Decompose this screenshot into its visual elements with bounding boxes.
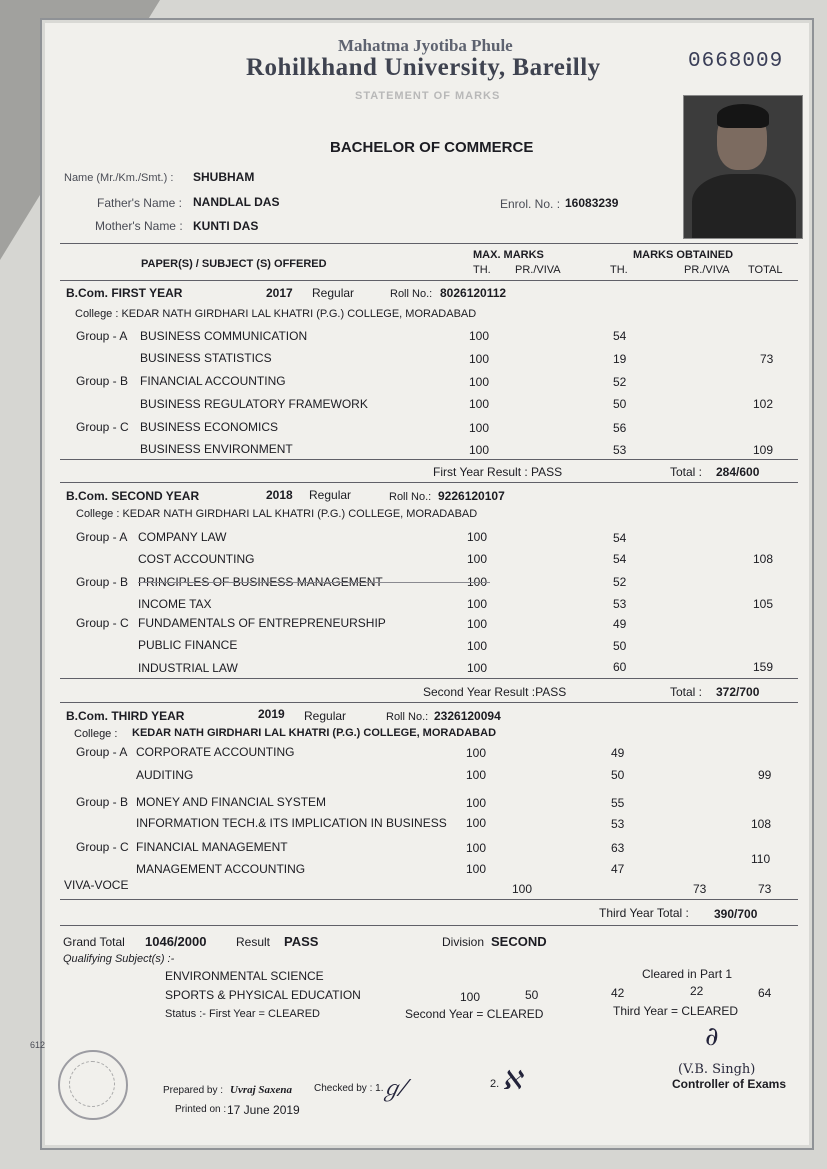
max-th-header: TH.	[473, 264, 491, 276]
mother-name: KUNTI DAS	[193, 219, 259, 233]
enrol-number: 16083239	[565, 196, 619, 210]
year2-group-c: Group - C	[76, 616, 129, 630]
controller-sig-name: (V.B. Singh)	[678, 1062, 756, 1077]
year3-max-3: 100	[466, 796, 487, 810]
year2-subject-4: INCOME TAX	[138, 597, 212, 611]
status-first-year: Status :- First Year = CLEARED	[165, 1008, 320, 1020]
year3-max-1: 100	[466, 746, 487, 760]
year1-max-5: 100	[469, 421, 490, 435]
year2-total-7: 159	[753, 660, 774, 674]
year2-obt-7: 60	[613, 660, 627, 674]
year2-max-1: 100	[467, 530, 488, 544]
year3-type: Regular	[304, 709, 347, 723]
year3-rule-bottom	[60, 925, 798, 926]
marks-obtained-header: MARKS OBTAINED	[633, 249, 734, 261]
year3-year: 2019	[258, 707, 285, 721]
obt-th-header: TH.	[610, 264, 628, 276]
year1-obt-1: 54	[613, 329, 627, 343]
enrol-label: Enrol. No. :	[500, 197, 561, 211]
year3-total-2: 99	[758, 768, 772, 782]
year1-obt-2: 19	[613, 352, 627, 366]
q2-max-pr: 50	[525, 988, 539, 1002]
year2-max-6: 100	[467, 639, 488, 653]
year2-subject-2: COST ACCOUNTING	[138, 552, 255, 566]
year1-total: 284/600	[716, 465, 760, 479]
year2-obt-3: 52	[613, 575, 627, 589]
year1-total-6: 109	[753, 443, 774, 457]
year2-subject-5: FUNDAMENTALS OF ENTREPRENEURSHIP	[138, 616, 386, 630]
year2-total-4: 105	[753, 597, 774, 611]
viva-label: VIVA-VOCE	[64, 878, 129, 892]
viva-total: 73	[758, 882, 772, 896]
division-value: SECOND	[491, 934, 547, 949]
year2-year: 2018	[266, 488, 293, 502]
year1-subject-3: FINANCIAL ACCOUNTING	[140, 374, 286, 388]
year1-title: B.Com. FIRST YEAR	[66, 286, 183, 300]
q2-total: 64	[758, 986, 772, 1000]
university-seal	[58, 1050, 128, 1120]
year3-college: KEDAR NATH GIRDHARI LAL KHATRI (P.G.) COLLEGE, MORADABAD	[132, 727, 497, 739]
papers-header: PAPER(S) / SUBJECT (S) OFFERED	[141, 258, 327, 270]
year2-max-4: 100	[467, 597, 488, 611]
mother-label: Mother's Name :	[95, 219, 183, 233]
year3-obt-4: 53	[611, 817, 625, 831]
grand-total: 1046/2000	[145, 934, 207, 949]
side-number: 612	[30, 1040, 46, 1050]
serial-number: 0668009	[688, 50, 784, 73]
year2-max-3: 100	[467, 575, 488, 589]
university-name: Rohilkhand University, Bareilly	[246, 54, 601, 81]
qualifying-subject-1: ENVIRONMENTAL SCIENCE	[165, 969, 324, 983]
checked-two: 2.	[490, 1078, 500, 1090]
year3-roll: 2326120094	[434, 709, 501, 723]
year1-rule	[60, 459, 798, 460]
year1-total-2: 73	[760, 352, 774, 366]
division-label: Division	[442, 935, 485, 949]
year3-group-b: Group - B	[76, 795, 129, 809]
year3-max-4: 100	[466, 816, 487, 830]
total-header: TOTAL	[748, 264, 783, 276]
year2-obt-6: 50	[613, 639, 627, 653]
year2-total-label: Total :	[670, 685, 703, 699]
year3-subject-3: MONEY AND FINANCIAL SYSTEM	[136, 795, 327, 809]
year3-total-label: Third Year Total :	[599, 906, 689, 920]
year1-result: First Year Result : PASS	[433, 465, 563, 479]
year2-result: Second Year Result :PASS	[423, 685, 567, 699]
year3-group-a: Group - A	[76, 745, 128, 759]
student-name: SHUBHAM	[193, 170, 255, 184]
cleared-part1: Cleared in Part 1	[642, 967, 733, 981]
year2-obt-4: 53	[613, 597, 627, 611]
year2-total-2: 108	[753, 552, 774, 566]
printed-on: 17 June 2019	[227, 1103, 300, 1117]
q2-obt-pr: 22	[690, 984, 704, 998]
year2-obt-1: 54	[613, 531, 627, 545]
controller-signature: ∂	[705, 1022, 719, 1052]
year3-max-5: 100	[466, 841, 487, 855]
year1-obt-6: 53	[613, 443, 627, 457]
year1-college: College : KEDAR NATH GIRDHARI LAL KHATRI (P.G.) COLLEGE, MORADABAD	[75, 308, 477, 320]
q2-obt-th: 42	[611, 986, 625, 1000]
qualifying-label: Qualifying Subject(s) :-	[63, 953, 175, 965]
year2-subject-6: PUBLIC FINANCE	[138, 638, 238, 652]
checker-signature-1: ℊ⁄	[380, 1077, 406, 1102]
prepared-by: Uvraj Saxena	[230, 1084, 293, 1096]
year2-obt-5: 49	[613, 617, 627, 631]
year1-roll: 8026120112	[440, 286, 507, 300]
year1-total-label: Total :	[670, 465, 703, 479]
year3-subject-1: CORPORATE ACCOUNTING	[136, 745, 295, 759]
year3-obt-2: 50	[611, 768, 625, 782]
checked-label: Checked by : 1.	[314, 1083, 384, 1094]
status-second-year: Second Year = CLEARED	[405, 1007, 544, 1021]
qualifying-subject-2: SPORTS & PHYSICAL EDUCATION	[165, 988, 361, 1002]
year2-roll: 9226120107	[438, 489, 505, 503]
obt-pr-header: PR./VIVA	[684, 264, 730, 276]
year3-subject-5: FINANCIAL MANAGEMENT	[136, 840, 288, 854]
year2-roll-label: Roll No.:	[389, 491, 432, 503]
year1-year: 2017	[266, 286, 293, 300]
q2-max-th: 100	[460, 990, 481, 1004]
year3-total-6: 110	[751, 852, 771, 866]
grand-total-label: Grand Total	[63, 935, 125, 949]
year1-obt-5: 56	[613, 421, 627, 435]
year3-obt-3: 55	[611, 796, 625, 810]
max-marks-header: MAX. MARKS	[473, 249, 544, 261]
statement-title: STATEMENT OF MARKS	[355, 90, 501, 102]
year2-total: 372/700	[716, 685, 760, 699]
student-photo	[683, 95, 803, 239]
year3-group-c: Group - C	[76, 840, 129, 854]
year3-obt-6: 47	[611, 862, 625, 876]
year3-total-4: 108	[751, 817, 772, 831]
header-rule-top	[60, 243, 798, 244]
year2-rule	[60, 678, 798, 679]
year2-subject-7: INDUSTRIAL LAW	[138, 661, 238, 675]
year2-subject-1: COMPANY LAW	[138, 530, 227, 544]
year1-subject-4: BUSINESS REGULATORY FRAMEWORK	[140, 397, 368, 411]
status-third-year: Third Year = CLEARED	[613, 1004, 739, 1018]
year2-type: Regular	[309, 488, 352, 502]
year1-roll-label: Roll No.:	[390, 288, 433, 300]
header-rule-bottom	[60, 280, 798, 281]
father-name: NANDLAL DAS	[193, 195, 280, 209]
university-line1: Mahatma Jyotiba Phule	[338, 36, 513, 55]
year3-roll-label: Roll No.:	[386, 711, 429, 723]
year2-max-7: 100	[467, 661, 488, 675]
year2-max-5: 100	[467, 617, 488, 631]
degree-title: BACHELOR OF COMMERCE	[330, 139, 534, 156]
checker-signature-2: ℵ	[502, 1066, 522, 1096]
year1-obt-4: 50	[613, 397, 627, 411]
year3-total: 390/700	[714, 907, 758, 921]
year1-group-b: Group - B	[76, 374, 129, 388]
name-label: Name (Mr./Km./Smt.) :	[64, 172, 174, 184]
prepared-label: Prepared by :	[163, 1085, 224, 1096]
year3-max-6: 100	[466, 862, 487, 876]
year2-rule-bottom	[60, 702, 798, 703]
year2-group-b: Group - B	[76, 575, 129, 589]
year1-max-4: 100	[469, 397, 490, 411]
printed-label: Printed on :	[175, 1104, 227, 1115]
year1-type: Regular	[312, 286, 355, 300]
year2-title: B.Com. SECOND YEAR	[66, 489, 200, 503]
year1-subject-1: BUSINESS COMMUNICATION	[140, 329, 308, 343]
year3-max-2: 100	[466, 768, 487, 782]
year1-group-a: Group - A	[76, 329, 128, 343]
year1-rule-bottom	[60, 482, 798, 483]
controller-title: Controller of Exams	[672, 1077, 787, 1091]
year2-college: College : KEDAR NATH GIRDHARI LAL KHATRI (P.G.) COLLEGE, MORADABAD	[76, 508, 478, 520]
year3-obt-5: 63	[611, 841, 625, 855]
year1-max-1: 100	[469, 329, 490, 343]
year3-title: B.Com. THIRD YEAR	[66, 709, 185, 723]
year2-subject-3: PRINCIPLES OF BUSINESS MANAGEMENT	[138, 575, 383, 589]
year1-obt-3: 52	[613, 375, 627, 389]
year3-obt-1: 49	[611, 746, 625, 760]
year3-college-label: College :	[74, 728, 118, 740]
year3-subject-4: INFORMATION TECH.& ITS IMPLICATION IN BUSINESS	[136, 816, 447, 830]
viva-obt: 73	[693, 882, 707, 896]
year1-total-4: 102	[753, 397, 774, 411]
year3-rule	[60, 899, 798, 900]
year2-max-2: 100	[467, 552, 488, 566]
year1-max-3: 100	[469, 375, 490, 389]
year1-subject-6: BUSINESS ENVIRONMENT	[140, 442, 293, 456]
year3-subject-6: MANAGEMENT ACCOUNTING	[136, 862, 306, 876]
year1-max-6: 100	[469, 443, 490, 457]
year1-max-2: 100	[469, 352, 490, 366]
year1-subject-2: BUSINESS STATISTICS	[140, 351, 272, 365]
year2-group-a: Group - A	[76, 530, 128, 544]
max-pr-header: PR./VIVA	[515, 264, 561, 276]
year1-subject-5: BUSINESS ECONOMICS	[140, 420, 279, 434]
year2-obt-2: 54	[613, 552, 627, 566]
father-label: Father's Name :	[97, 196, 182, 210]
result-value: PASS	[284, 934, 319, 949]
result-label: Result	[236, 935, 271, 949]
year1-group-c: Group - C	[76, 420, 129, 434]
viva-max: 100	[512, 882, 533, 896]
strike-line	[138, 582, 490, 583]
year3-subject-2: AUDITING	[136, 768, 194, 782]
